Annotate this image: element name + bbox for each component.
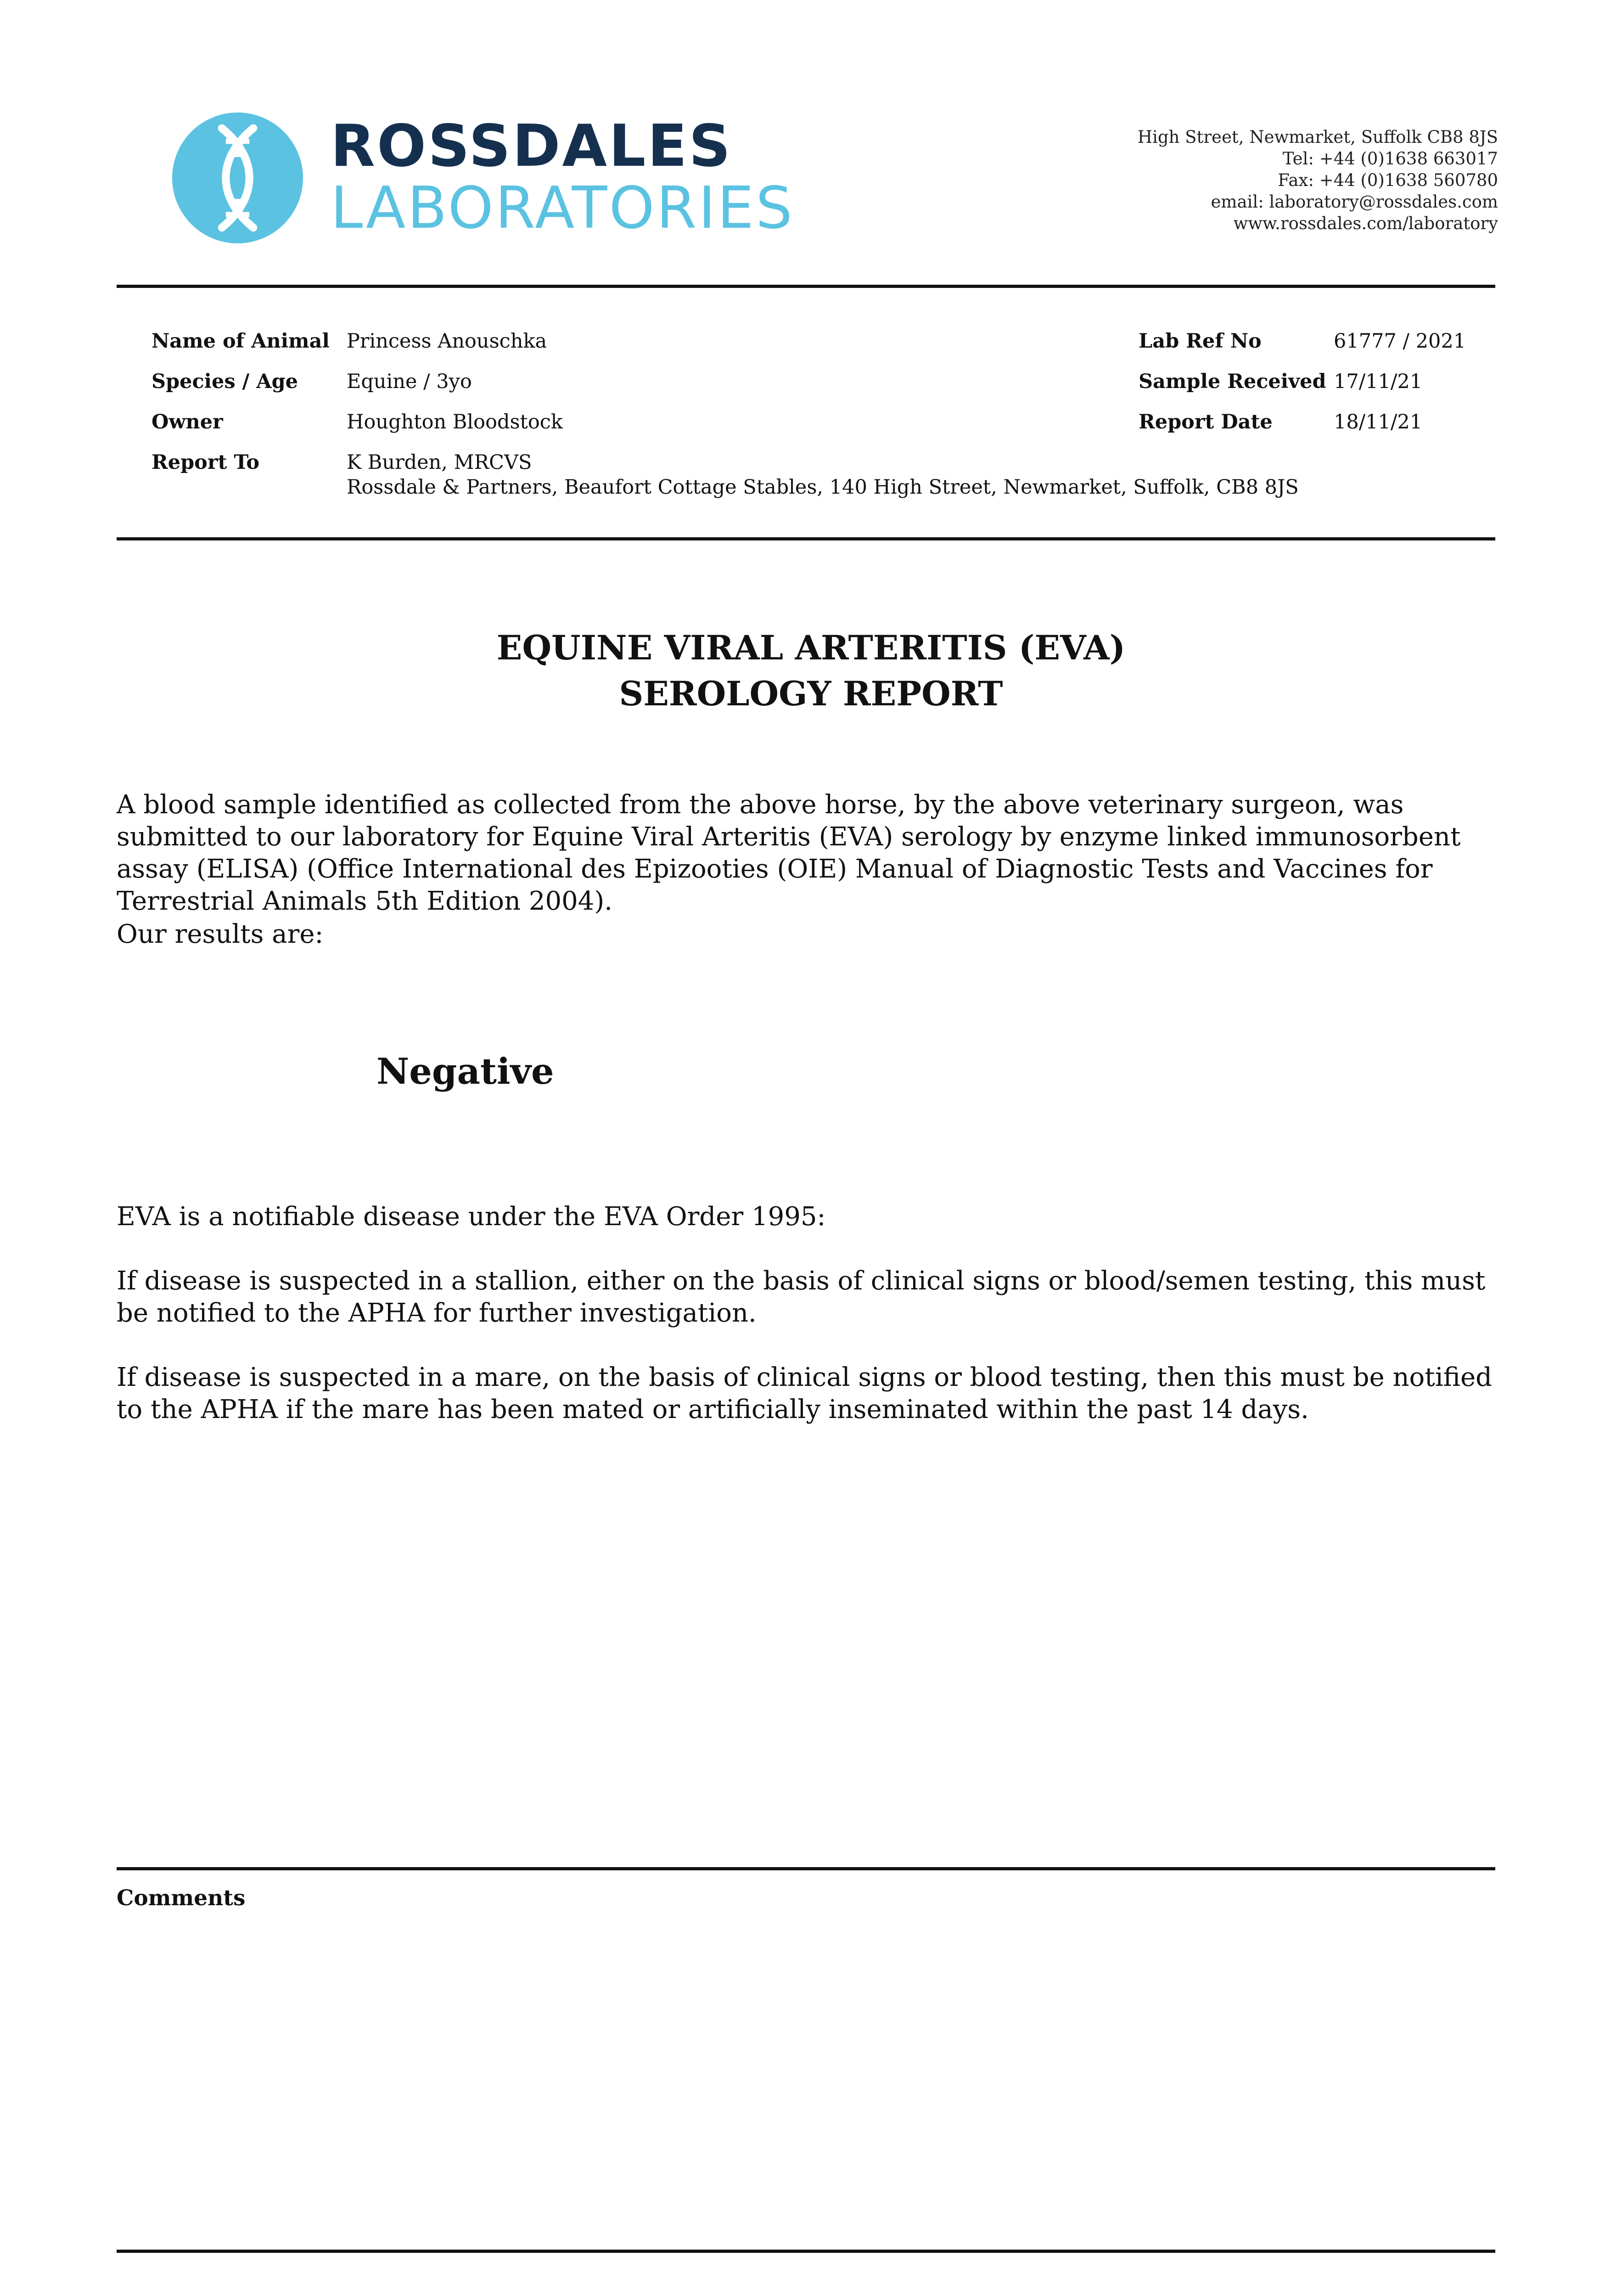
intro-paragraph: A blood sample identified as collected from the above horse, by the above veterinary surgeon, was submitted to our laboratory for Equine Viral Arteritis (EVA) serology by enzyme linked immunosorbent assay (ELISA) (Office International des Epizooties (OIE) Manual of Diagnostic Tests and Vaccines for Terrestrial Animals 5th Edition 2004). xyxy=(117,790,1461,916)
mare-note: If disease is suspected in a mare, on the basis of clinical signs or blood testing, then this must be notified to the APHA if the mare has been mated or artificially inseminated within the past 14 days. xyxy=(117,1362,1492,1424)
dna-helix-icon xyxy=(172,113,303,243)
name-value: Princess Anouschka xyxy=(347,330,547,353)
result-value: Negative xyxy=(376,1051,554,1092)
report-to-address: Rossdale & Partners, Beaufort Cottage Stables, 140 High Street, Newmarket, Suffolk, CB8 8JS xyxy=(347,476,1299,499)
details-divider xyxy=(117,537,1495,540)
contact-block xyxy=(1039,126,1498,234)
species-value: Equine / 3yo xyxy=(347,370,472,393)
species-label: Species / Age xyxy=(152,370,298,393)
name-label: Name of Animal xyxy=(152,330,330,353)
report-date-label: Report Date xyxy=(1139,411,1273,433)
header-divider xyxy=(117,285,1495,288)
brand-name: ROSSDALES xyxy=(331,112,733,180)
footer-divider xyxy=(117,2250,1495,2253)
contact-email[interactable]: email: laboratory@rossdales.com xyxy=(1211,192,1498,212)
report-date-value: 18/11/21 xyxy=(1334,411,1423,433)
sample-received-label: Sample Received xyxy=(1139,370,1326,393)
contact-fax: Fax: +44 (0)1638 560780 xyxy=(1278,170,1498,190)
owner-label: Owner xyxy=(152,411,223,433)
report-to-label: Report To xyxy=(152,451,260,474)
report-subtitle: SEROLOGY REPORT xyxy=(619,674,1003,714)
notifiable-statement: EVA is a notifiable disease under the EVA Order 1995: xyxy=(117,1202,826,1232)
brand-subname: LABORATORIES xyxy=(331,174,794,242)
owner-value: Houghton Bloodstock xyxy=(347,411,563,433)
contact-address: High Street, Newmarket, Suffolk CB8 8JS xyxy=(1137,127,1498,147)
report-title: EQUINE VIRAL ARTERITIS (EVA) xyxy=(496,628,1126,668)
contact-tel: Tel: +44 (0)1638 663017 xyxy=(1282,149,1498,169)
contact-website[interactable]: www.rossdales.com/laboratory xyxy=(1233,214,1498,233)
lab-ref-value: 61777 / 2021 xyxy=(1334,330,1466,353)
comments-label: Comments xyxy=(117,1885,246,1911)
results-intro: Our results are: xyxy=(117,919,324,949)
lab-ref-label: Lab Ref No xyxy=(1139,330,1262,353)
stallion-note: If disease is suspected in a stallion, either on the basis of clinical signs or blood/semen testing, this must be notified to the APHA for further investigation. xyxy=(117,1266,1486,1328)
sample-received-value: 17/11/21 xyxy=(1334,370,1423,393)
comments-divider xyxy=(117,1867,1495,1870)
report-to-name: K Burden, MRCVS xyxy=(347,451,532,474)
